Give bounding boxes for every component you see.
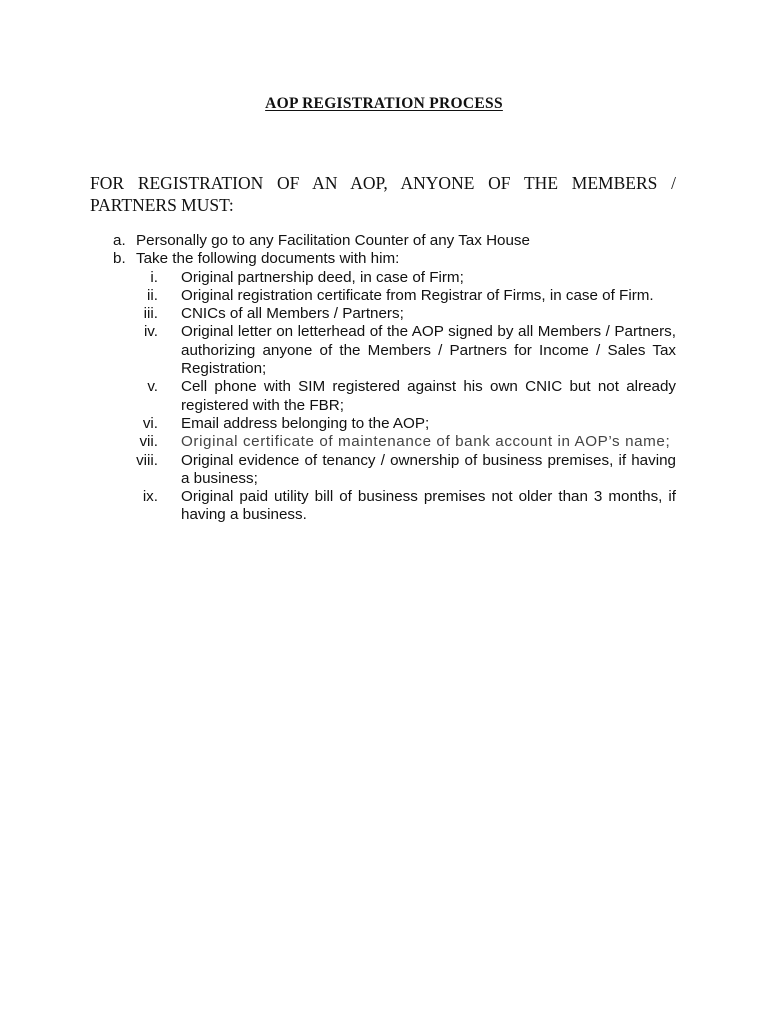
document-title (0, 95, 768, 113)
list-marker: i. (150, 268, 158, 286)
list-item-text: Original letter on letterhead of the AOP signed by all Members / Partners, authorizing anyone of the Members / Partners for Income / Sales Tax Registration; (181, 323, 676, 378)
list-item-text: Personally go to any Facilitation Counter of any Tax House (136, 232, 530, 249)
list-marker: vii. (139, 433, 158, 451)
list-marker: viii. (136, 451, 158, 469)
document-item-iii (0, 305, 768, 323)
list-item-text: Original registration certificate from Registrar of Firms, in case of Firm. (181, 286, 654, 304)
list-item-text: Email address belonging to the AOP; (181, 414, 430, 432)
list-item-text: Original paid utility bill of business premises not older than 3 months, if having a business. (181, 488, 676, 524)
intro-paragraph: FOR REGISTRATION OF AN AOP, ANYONE OF THE MEMBERS / PARTNERS MUST: (90, 173, 676, 215)
list-item-a (0, 232, 768, 250)
list-marker: a. (113, 232, 126, 249)
list-item-text: Original certificate of maintenance of bank account in AOP’s name; (181, 433, 671, 451)
list-marker: b. (113, 250, 126, 268)
list-marker: iv. (143, 323, 158, 341)
document-item-iv (0, 323, 768, 378)
list-marker: ii. (147, 286, 158, 304)
list-item-text: Original partnership deed, in case of Firm; (181, 268, 464, 286)
document-item-ix (0, 488, 768, 525)
list-marker: iii. (143, 305, 158, 323)
list-marker: vi. (142, 414, 158, 432)
list-marker: v. (147, 378, 158, 396)
document-item-v (0, 378, 768, 415)
document-item-vii (0, 433, 768, 451)
document-item-i (0, 269, 768, 287)
document-item-ii (0, 287, 768, 305)
requirements-list (0, 232, 768, 525)
list-marker: ix. (142, 488, 158, 506)
list-item-text: Original evidence of tenancy / ownership of business premises, if having a business; (181, 451, 676, 487)
document-item-vi (0, 415, 768, 433)
list-item-b (0, 250, 768, 268)
list-item-text: CNICs of all Members / Partners; (181, 305, 404, 323)
document-title-text: AOP REGISTRATION PROCESS (265, 95, 503, 112)
document-item-viii (0, 452, 768, 489)
list-item-text: Cell phone with SIM registered against his own CNIC but not already registered with the FBR; (181, 378, 676, 414)
list-item-text: Take the following documents with him: (136, 250, 400, 268)
